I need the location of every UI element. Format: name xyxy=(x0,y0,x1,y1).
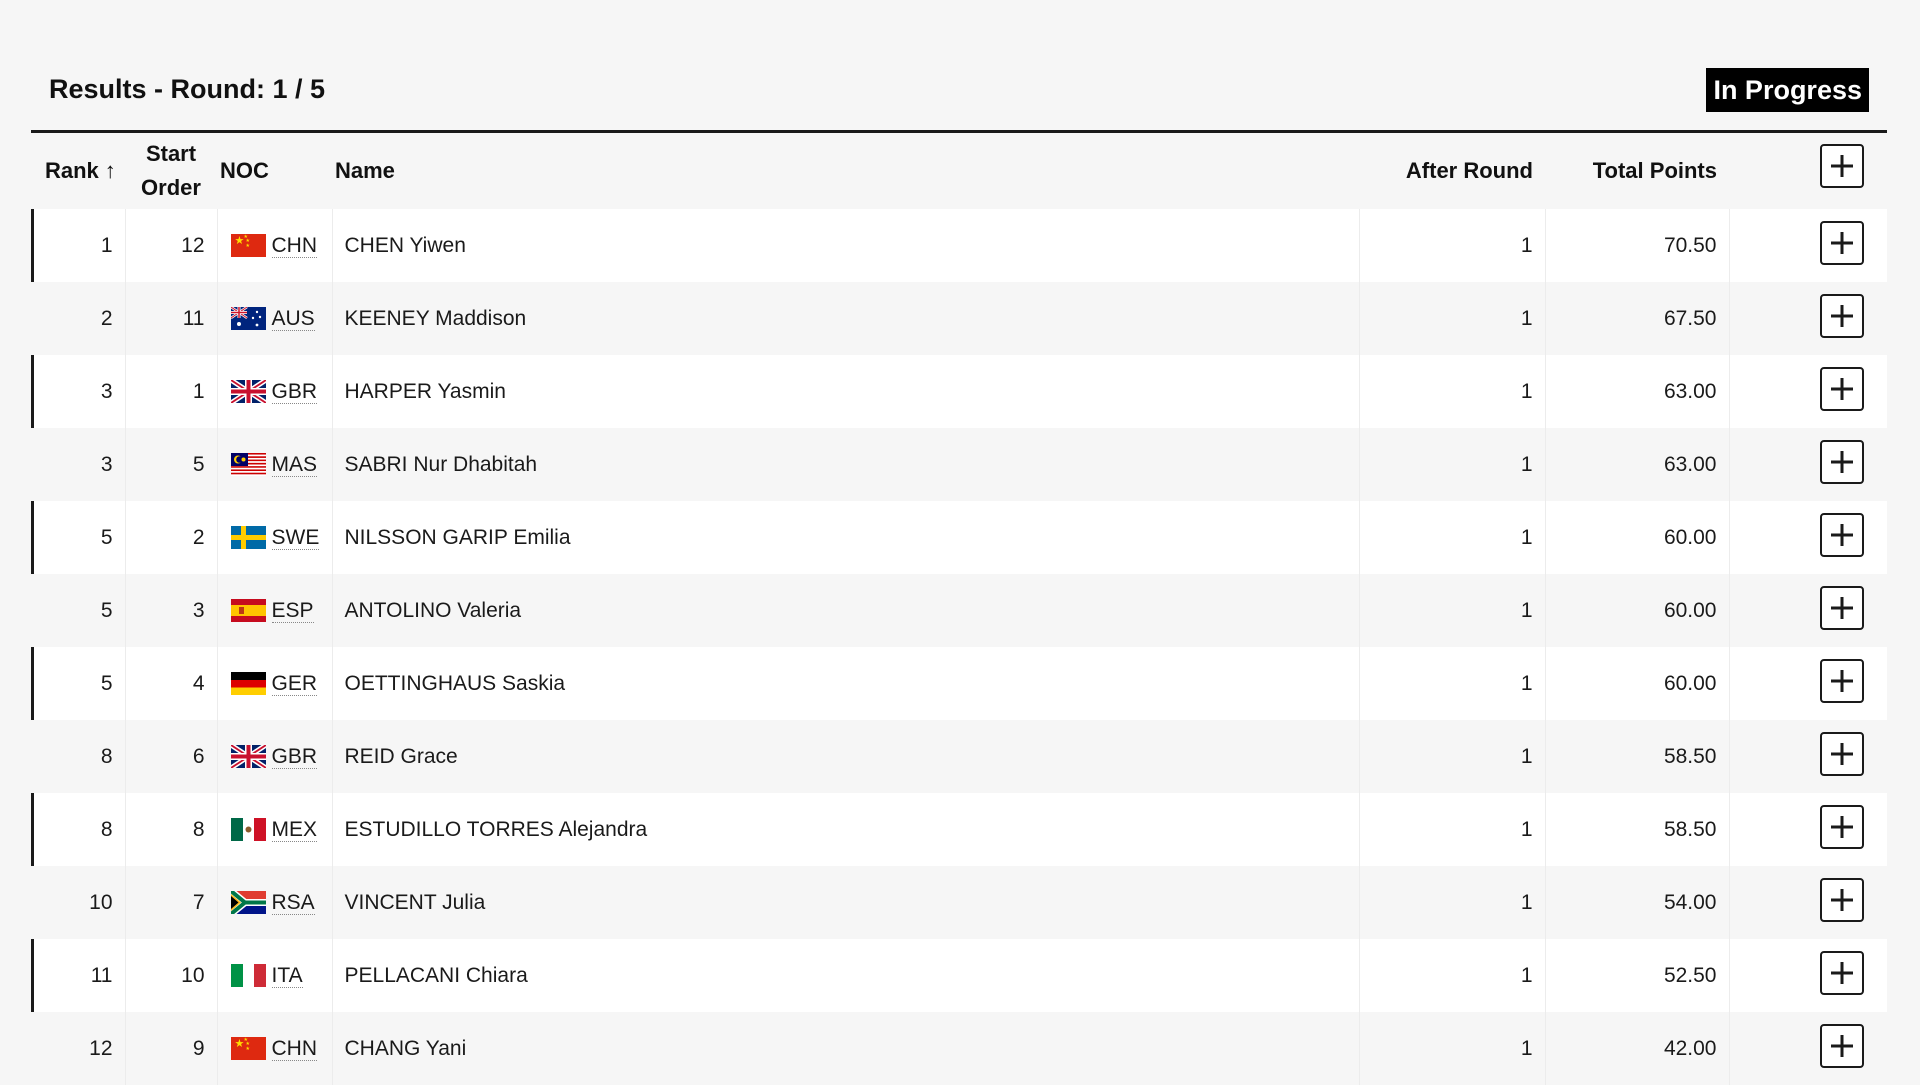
arrow-up-icon[interactable]: ↑ xyxy=(104,158,116,183)
start-order-label-line1: Start xyxy=(145,141,197,166)
expand-row-button[interactable] xyxy=(1820,586,1864,630)
expand-row-button[interactable] xyxy=(1820,732,1864,776)
expand-cell xyxy=(1729,574,1887,647)
table-row[interactable] xyxy=(31,428,1887,501)
china-flag-icon: ★ ★ ★ ★ xyxy=(231,234,266,257)
start-order-cell: 11 xyxy=(125,282,217,355)
athlete-name: KEENEY Maddison xyxy=(332,282,1359,355)
noc-cell xyxy=(217,939,332,1012)
total-points-cell: 63.00 xyxy=(1545,355,1729,428)
start-order-cell: 8 xyxy=(125,793,217,866)
athlete-name: ANTOLINO Valeria xyxy=(332,574,1359,647)
athlete-name: SABRI Nur Dhabitah xyxy=(332,428,1359,501)
total-points-cell: 70.50 xyxy=(1545,209,1729,282)
after-round-cell: 1 xyxy=(1359,939,1545,1012)
rank-cell: 8 xyxy=(31,793,125,866)
total-points-cell: 58.50 xyxy=(1545,720,1729,793)
noc-code[interactable]: ITA xyxy=(271,963,303,987)
total-points-cell: 42.00 xyxy=(1545,1012,1729,1085)
after-round-cell: 1 xyxy=(1359,720,1545,793)
noc-cell xyxy=(217,501,332,574)
malaysia-flag-icon xyxy=(231,453,266,476)
rank-cell: 5 xyxy=(31,501,125,574)
sweden-flag-icon xyxy=(231,526,266,549)
table-header-row xyxy=(31,133,1887,209)
results-table-body xyxy=(31,209,1887,1085)
start-order-cell: 5 xyxy=(125,428,217,501)
rank-cell: 11 xyxy=(31,939,125,1012)
noc-code[interactable]: GER xyxy=(271,671,318,695)
column-header-noc[interactable]: NOC xyxy=(217,133,332,209)
australia-flag-icon xyxy=(231,307,266,330)
rank-cell: 1 xyxy=(31,209,125,282)
noc-code[interactable]: AUS xyxy=(271,306,315,330)
total-points-cell: 63.00 xyxy=(1545,428,1729,501)
noc-code[interactable]: MAS xyxy=(271,452,318,476)
expand-cell xyxy=(1729,1012,1887,1085)
table-row[interactable] xyxy=(31,574,1887,647)
status-badge: In Progress xyxy=(1706,68,1869,112)
start-order-cell: 7 xyxy=(125,866,217,939)
italy-flag-icon xyxy=(231,964,266,987)
table-row[interactable] xyxy=(31,209,1887,282)
noc-code[interactable]: GBR xyxy=(271,379,318,403)
expand-cell xyxy=(1729,501,1887,574)
start-order-cell: 2 xyxy=(125,501,217,574)
noc-cell xyxy=(217,355,332,428)
column-header-name[interactable]: Name xyxy=(332,133,1359,209)
athlete-name: OETTINGHAUS Saskia xyxy=(332,647,1359,720)
expand-cell xyxy=(1729,793,1887,866)
athlete-name: HARPER Yasmin xyxy=(332,355,1359,428)
total-points-cell: 67.50 xyxy=(1545,282,1729,355)
noc-cell xyxy=(217,647,332,720)
rank-cell: 5 xyxy=(31,647,125,720)
expand-row-button[interactable] xyxy=(1820,1024,1864,1068)
start-order-cell: 6 xyxy=(125,720,217,793)
expand-row-button[interactable] xyxy=(1820,294,1864,338)
column-header-total-points[interactable]: Total Points xyxy=(1545,133,1729,209)
column-header-rank[interactable] xyxy=(31,133,125,209)
expand-cell xyxy=(1729,282,1887,355)
athlete-name: CHEN Yiwen xyxy=(332,209,1359,282)
page-title: Results - Round: 1 / 5 xyxy=(49,74,326,104)
expand-cell xyxy=(1729,428,1887,501)
table-row[interactable] xyxy=(31,647,1887,720)
column-header-after-round[interactable]: After Round xyxy=(1359,133,1545,209)
expand-row-button[interactable] xyxy=(1820,440,1864,484)
rank-cell: 3 xyxy=(31,428,125,501)
noc-cell xyxy=(217,720,332,793)
expand-cell xyxy=(1729,647,1887,720)
rank-cell: 3 xyxy=(31,355,125,428)
noc-code[interactable]: CHN xyxy=(271,1036,317,1060)
mexico-flag-icon xyxy=(231,818,266,841)
start-order-cell: 1 xyxy=(125,355,217,428)
noc-code[interactable]: RSA xyxy=(271,890,315,914)
rank-cell: 2 xyxy=(31,282,125,355)
expand-row-button[interactable] xyxy=(1820,221,1864,265)
expand-row-button[interactable] xyxy=(1820,805,1864,849)
rank-cell: 8 xyxy=(31,720,125,793)
table-row[interactable] xyxy=(31,355,1887,428)
total-points-cell: 52.50 xyxy=(1545,939,1729,1012)
start-order-label-line2: Order xyxy=(141,175,201,200)
noc-code[interactable]: SWE xyxy=(271,525,320,549)
after-round-cell: 1 xyxy=(1359,793,1545,866)
noc-code[interactable]: GBR xyxy=(271,744,318,768)
start-order-cell: 12 xyxy=(125,209,217,282)
total-points-cell: 60.00 xyxy=(1545,647,1729,720)
after-round-cell: 1 xyxy=(1359,1012,1545,1085)
after-round-cell: 1 xyxy=(1359,355,1545,428)
noc-cell xyxy=(217,428,332,501)
expand-row-button[interactable] xyxy=(1820,878,1864,922)
after-round-cell: 1 xyxy=(1359,647,1545,720)
noc-code[interactable]: CHN xyxy=(271,233,317,257)
noc-cell xyxy=(217,209,332,282)
athlete-name: ESTUDILLO TORRES Alejandra xyxy=(332,793,1359,866)
table-row[interactable] xyxy=(31,866,1887,939)
table-row[interactable] xyxy=(31,501,1887,574)
table-row[interactable] xyxy=(31,793,1887,866)
athlete-name: PELLACANI Chiara xyxy=(332,939,1359,1012)
athlete-name: REID Grace xyxy=(332,720,1359,793)
athlete-name: VINCENT Julia xyxy=(332,866,1359,939)
start-order-cell: 3 xyxy=(125,574,217,647)
table-row[interactable] xyxy=(31,282,1887,355)
noc-cell xyxy=(217,282,332,355)
noc-cell xyxy=(217,793,332,866)
athlete-name: CHANG Yani xyxy=(332,1012,1359,1085)
expand-all-cell xyxy=(1729,133,1887,209)
table-row[interactable] xyxy=(31,1012,1887,1085)
rank-cell: 10 xyxy=(31,866,125,939)
expand-cell xyxy=(1729,720,1887,793)
spain-flag-icon xyxy=(231,599,266,622)
expand-cell xyxy=(1729,209,1887,282)
south-africa-flag-icon xyxy=(231,891,266,914)
great-britain-flag-icon xyxy=(231,380,266,403)
table-row[interactable] xyxy=(31,720,1887,793)
start-order-cell: 10 xyxy=(125,939,217,1012)
expand-row-button[interactable] xyxy=(1820,659,1864,703)
column-header-start-order[interactable] xyxy=(125,133,217,209)
noc-cell xyxy=(217,1012,332,1085)
expand-row-button[interactable] xyxy=(1820,951,1864,995)
start-order-cell: 4 xyxy=(125,647,217,720)
china-flag-icon: ★ ★ ★ ★ xyxy=(231,1037,266,1060)
expand-cell xyxy=(1729,939,1887,1012)
noc-cell xyxy=(217,574,332,647)
after-round-cell: 1 xyxy=(1359,866,1545,939)
total-points-cell: 54.00 xyxy=(1545,866,1729,939)
expand-row-button[interactable] xyxy=(1820,513,1864,557)
noc-code[interactable]: MEX xyxy=(271,817,318,841)
results-panel xyxy=(31,0,1887,1085)
germany-flag-icon xyxy=(231,672,266,695)
expand-all-button[interactable] xyxy=(1820,144,1864,188)
after-round-cell: 1 xyxy=(1359,574,1545,647)
after-round-cell: 1 xyxy=(1359,282,1545,355)
total-points-cell: 58.50 xyxy=(1545,793,1729,866)
rank-cell: 12 xyxy=(31,1012,125,1085)
noc-code[interactable]: ESP xyxy=(271,598,314,622)
athlete-name: NILSSON GARIP Emilia xyxy=(332,501,1359,574)
rank-cell: 5 xyxy=(31,574,125,647)
after-round-cell: 1 xyxy=(1359,428,1545,501)
rank-header-label: Rank xyxy=(45,158,99,183)
results-header xyxy=(31,0,1887,130)
after-round-cell: 1 xyxy=(1359,501,1545,574)
expand-cell xyxy=(1729,866,1887,939)
results-table xyxy=(31,133,1887,1085)
total-points-cell: 60.00 xyxy=(1545,574,1729,647)
after-round-cell: 1 xyxy=(1359,209,1545,282)
expand-row-button[interactable] xyxy=(1820,367,1864,411)
great-britain-flag-icon xyxy=(231,745,266,768)
noc-cell xyxy=(217,866,332,939)
total-points-cell: 60.00 xyxy=(1545,501,1729,574)
expand-cell xyxy=(1729,355,1887,428)
table-row[interactable] xyxy=(31,939,1887,1012)
start-order-cell: 9 xyxy=(125,1012,217,1085)
